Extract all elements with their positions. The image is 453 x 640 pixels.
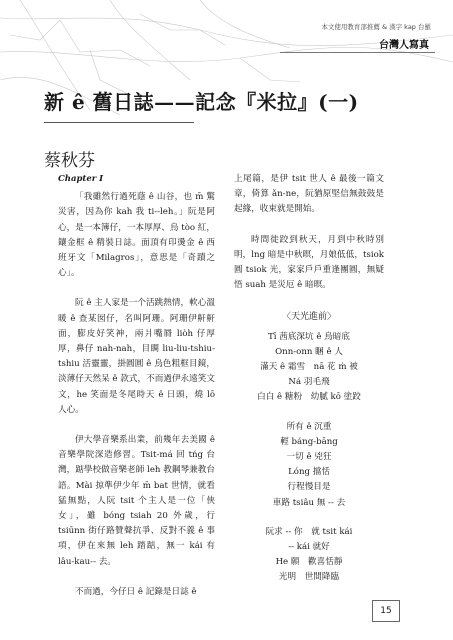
poem-line: 光明 世間降臨 [278, 572, 340, 583]
title-underline [44, 122, 194, 123]
poem-line: He 願 歡喜恬靜 [275, 557, 343, 568]
poem-line: 車路 tsiâu 無 -- 去 [272, 497, 346, 508]
poem-line: 白白 ê 糖粉 幼膩 kō 塗跤 [257, 392, 361, 403]
poem-line: 滿天 ê 霜雪 nā 花 ṁ 被 [260, 362, 358, 373]
paragraph: 時間徙跤到秋天，月到中秋時別明，lng 暗是中秋暝，月娘低低，tsiok 圓 tsiok 光，家家戶戶重逢團圓，無疑悟 suah 是災厄 ê 暗暝。 [234, 234, 384, 291]
poem-title: 〈天光進前〉 [281, 312, 336, 323]
poem-line: Onn-onn 睏 ê 人 [275, 346, 343, 357]
header-divider [280, 52, 435, 53]
left-column [58, 172, 215, 600]
poem [234, 330, 384, 586]
chapter-heading: Chapter I [58, 174, 104, 184]
poem-stanza [234, 525, 384, 586]
paragraph: 阮 ê 主人家是一个活跳熱情，軟心溫暖 ê 查某囡仔，名叫阿珊。阿珊伊鼾鼾面，膨皮好笑神，兩爿嘴脣 liòh 仔厚厚，鼻仔 nah-nah，目睭 liu-liu-tshiu-tshiu 活靈靈，掛圓圓 ê 烏色粗框目鏡，淡薄仔天然呆 ê 款式，不而過伊永遠笑文文，he 笑面是冬尾時天 ê 日頭，燒 lō 人心。 [58, 298, 215, 415]
poem-line: 輕 báng-bāng [280, 436, 338, 447]
paragraph: 不而過，今仔日 ê 記錄是日誌 ê [75, 586, 197, 597]
poem-line: 一切 ê 兇狂 [286, 452, 332, 463]
poem-stanza [234, 330, 384, 406]
paragraph: 上尾篇，是伊 tsit 世人 ê 最後一篇文章，倚算 ǎn-ne，阮猶原堅信無鼓鼓是起緣，收束就是開始。 [234, 174, 384, 215]
right-column [234, 172, 384, 600]
poem-line: Ná 羽毛飛 [288, 377, 330, 388]
poem-line: 阮求 -- 你 就 tsit kái [265, 526, 353, 537]
article-author: 蔡秋芬 [44, 151, 95, 171]
poem-line: 所有 ê 沉重 [286, 421, 332, 432]
paragraph: 「我雖然行過死蔭 ê 山谷，也 m̄ 驚災害，因為你 kah 我 ti--leh。」阮是阿心，是一本簿仔，一本厚厚、烏 tòo 紅，鑲金框 ê 精裝日誌。面頂有印燙金 ê 西班牙文「Milagros」，意思是「奇蹟之心」。 [58, 192, 215, 279]
poem-line: Tī 茜底深坑 ê 烏暗底 [268, 331, 350, 342]
section-title: 台灣人寫真 [379, 40, 429, 51]
poem-line: Lóng 擋恬 [288, 467, 330, 478]
header-usage-note: 本文使用教育部推薦 & 漢字 kap 台羅 [321, 23, 431, 31]
page-number: 15 [372, 600, 400, 622]
poem-stanza [234, 420, 384, 511]
paragraph: 伊大學音樂系出業，前幾年去美國 ê 音樂學院深造修習。Tsit-má 回 tńg 台灣，踮學校做音樂老師 leh 教鋼琴兼教台語。Mài 掠準伊少年 m̄ bat 世情，就看猛無點，人阮 tsit 个主人是一位「俠女」，雖 bóng tsiah 20 外歲，行 tsiūnn 街仔路贊聲抗爭、反對不義 ê 事項，伊在來無 leh 踏踮，無一 kái 有 lâu-kau-- 去。 [58, 435, 215, 567]
poem-line: 行程慢目是 [287, 482, 331, 493]
poem-line: -- kái 就好 [288, 542, 330, 553]
article-title: 新 ê 舊日誌——記念『米拉』(一) [44, 90, 359, 114]
